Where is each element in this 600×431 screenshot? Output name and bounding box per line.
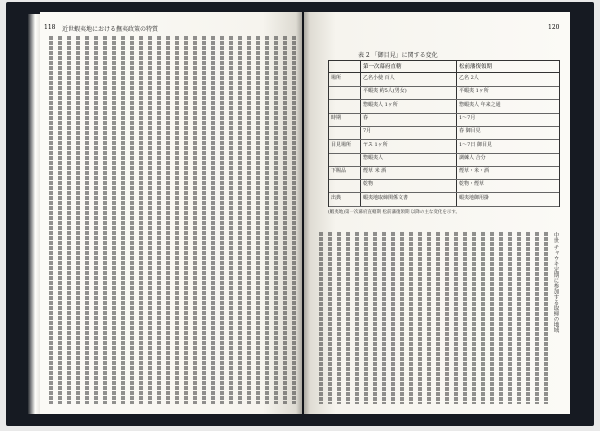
table-cell: 1～7日 御目見 (459, 141, 492, 148)
table-header-cell: 松前藩復領期 (459, 64, 493, 70)
table-row (329, 126, 559, 140)
text-column (355, 232, 359, 404)
table-note: (蝦夷地)第一次幕府直轄期 松前藩復領期 以降の主な変化を示す。 (328, 210, 461, 215)
table-cell: 下賜品 (331, 168, 347, 175)
text-column (85, 36, 89, 404)
table-row (329, 86, 559, 100)
table-cell: 乙名 2人 (459, 75, 479, 81)
text-column (175, 36, 179, 404)
table-row (329, 113, 559, 127)
left-running-header: 近世蝦夷地における撫夷政策の特質 (62, 26, 159, 33)
table-caption: 表 2 「御目見」に関する変化 (358, 52, 438, 59)
text-column (364, 232, 368, 404)
text-column (193, 36, 197, 404)
right-page-number: 120 (548, 24, 560, 31)
text-column (445, 232, 449, 404)
text-column (157, 36, 161, 404)
text-column (454, 232, 458, 404)
table-cell: 場所 (331, 75, 342, 81)
table-cell: 調練人 合分 (459, 154, 486, 161)
text-column (139, 36, 143, 404)
table-header-cell: 第一次幕府直轄 (363, 64, 402, 70)
table-cell: 春 御目見 (459, 128, 481, 135)
table-cell: 乙名小使 百人 (363, 75, 395, 81)
right-side-text: 中世 チャウキ定期に参加する取締の地域 (552, 232, 559, 333)
text-column (472, 232, 476, 404)
text-column (67, 36, 71, 404)
text-column (382, 232, 386, 404)
table-cell: 平蝦夷 約5人(男女) (363, 88, 407, 95)
comparison-table (328, 60, 560, 207)
text-column (202, 36, 206, 404)
table-row (329, 166, 559, 180)
text-column (319, 232, 323, 404)
text-column (292, 36, 296, 404)
table-row (329, 73, 559, 87)
table-cell: 時期 (331, 114, 342, 121)
table-cell: 蝦夷地取締関係文書 (363, 194, 409, 201)
table-cell: 惣蝦夷人 年来之通 (459, 101, 501, 108)
table-row (329, 100, 559, 114)
text-column (274, 36, 278, 404)
table-row (329, 179, 559, 193)
page-gutter (296, 12, 310, 414)
table-row (329, 193, 559, 207)
text-column (400, 232, 404, 404)
table-row (329, 140, 559, 154)
text-column (211, 36, 215, 404)
text-column (481, 232, 485, 404)
table-header-row (329, 61, 559, 73)
table-cell: 7月 (363, 128, 372, 135)
text-column (346, 232, 350, 404)
text-column (490, 232, 494, 404)
table-cell: 1～7月 (459, 114, 476, 121)
text-column (58, 36, 62, 404)
text-column (256, 36, 260, 404)
table-cell: 蝦夷地御用掛 (459, 194, 490, 201)
text-column (238, 36, 242, 404)
left-page-number: 118 (44, 24, 56, 31)
table-cell: ヤス 1ヶ所 (363, 141, 388, 148)
text-column (94, 36, 98, 404)
text-column (229, 36, 233, 404)
text-column (148, 36, 152, 404)
text-column (517, 232, 521, 404)
text-column (49, 36, 53, 404)
text-column (283, 36, 287, 404)
text-column (526, 232, 530, 404)
text-column (373, 232, 377, 404)
table-cell: 煙草 米 酒 (363, 168, 387, 175)
table-cell: 乾物 (363, 181, 374, 188)
table-cell: 惣蝦夷人 (363, 154, 384, 161)
text-column (508, 232, 512, 404)
text-column (436, 232, 440, 404)
text-column (499, 232, 503, 404)
table-row (329, 153, 559, 167)
text-column (166, 36, 170, 404)
text-column (463, 232, 467, 404)
text-column (247, 36, 251, 404)
table-cell: 惣蝦夷人 1ヶ所 (363, 101, 398, 108)
table-cell: 春 (363, 114, 369, 121)
table-cell: 乾物・煙草 (459, 181, 485, 188)
text-column (112, 36, 116, 404)
text-column (121, 36, 125, 404)
text-column (427, 232, 431, 404)
table-cell: 平蝦夷 1ヶ所 (459, 88, 489, 95)
table-cell: 煙草・米・酒 (459, 168, 490, 175)
text-column (103, 36, 107, 404)
text-column (328, 232, 332, 404)
text-column (130, 36, 134, 404)
text-column (220, 36, 224, 404)
text-column (265, 36, 269, 404)
table-cell: 出典 (331, 194, 342, 201)
text-column (184, 36, 188, 404)
table-cell: 目見場所 (331, 141, 352, 148)
text-column (544, 232, 548, 404)
text-column (409, 232, 413, 404)
text-column (76, 36, 80, 404)
text-column (418, 232, 422, 404)
text-column (337, 232, 341, 404)
text-column (391, 232, 395, 404)
text-column (535, 232, 539, 404)
